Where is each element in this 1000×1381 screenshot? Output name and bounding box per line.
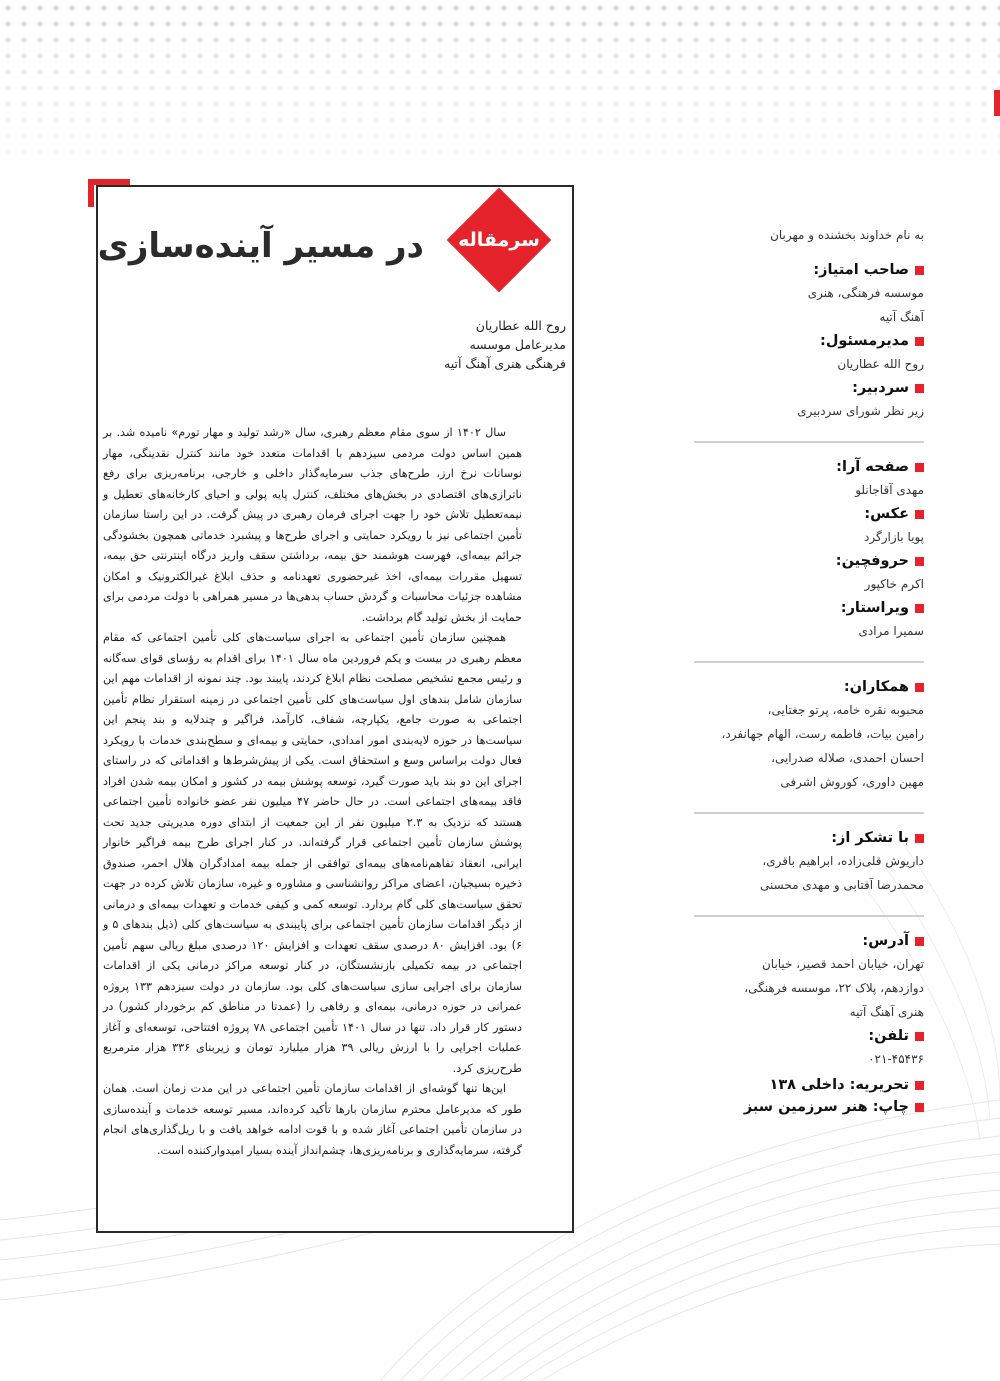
red-square-bullet-icon <box>915 266 924 275</box>
photo-name: پویا بازارگرد <box>864 530 924 544</box>
director-name: روح الله عطاریان <box>837 357 924 371</box>
copyeditor-name: سمیرا مرادی <box>858 624 924 638</box>
section-divider <box>694 915 924 917</box>
author-name: روح الله عطاریان <box>475 318 566 333</box>
page-edge-marker <box>994 90 1000 116</box>
red-square-bullet-icon <box>915 937 924 946</box>
layout-name: مهدی آقاجانلو <box>855 483 924 497</box>
dotted-background-pattern <box>0 0 1000 180</box>
address-line: تهران، خیابان احمد قصیر، خیابان <box>761 957 924 971</box>
address-heading: آدرس: <box>694 933 924 949</box>
editorial-extension: تحریریه: داخلی ۱۳۸ <box>694 1077 924 1093</box>
layout-heading: صفحه آرا: <box>694 459 924 475</box>
owner-line-1: موسسه فرهنگی، هنری <box>807 286 924 300</box>
red-square-bullet-icon <box>915 683 924 692</box>
collaborators-line: محبوبه نقره خامه، پرتو جغتایی، <box>767 703 924 717</box>
editorial-badge <box>447 188 551 292</box>
red-square-bullet-icon <box>915 384 924 393</box>
copyeditor-heading: ویراستار: <box>694 600 924 616</box>
director-heading: مدیرمسئول: <box>694 333 924 349</box>
article-title: در مسیر آینده‌سازی <box>97 226 424 266</box>
red-square-bullet-icon <box>915 1081 924 1090</box>
address-line: دوازدهم، پلاک ۲۲، موسسه فرهنگی، <box>744 981 924 995</box>
red-square-bullet-icon <box>915 1103 924 1112</box>
printer-credit: چاپ: هنر سرزمین سبز <box>694 1099 924 1115</box>
collaborators-line: رامین بیات، فاطمه رست، الهام جهانفرد، <box>721 727 924 741</box>
address-line: هنری آهنگ آتیه <box>849 1005 924 1019</box>
collaborators-heading: همکاران: <box>694 679 924 695</box>
badge-label: سرمقاله <box>458 229 540 251</box>
article-paragraph: سال ۱۴۰۲ از سوی مقام معظم رهبری، سال «رشد تولید و مهار تورم» نامیده شد. بر همین اساس دولت مردمی سیزدهم با اقدامات متعدد خود مانند کنترل نقدینگی، مهار نوسانات نرخ ارز، طرح‌های جذب سرمایه‌گذار داخلی و خارجی، برنامه‌ریزی برای رفع ناترازی‌های اقتصادی در بخش‌های مختلف، کنترل پایه پولی و احیای کارخانه‌های تعطیل و نیمه‌تعطیل تلاش خود را جهت اجرای فرمان رهبری در پیش گرفت. در این راستا سازمان تأمین اجتماعی نیز با رویکرد حمایتی و اجرای طرح‌ها و پیشبرد خدماتی همچون بخشودگی جرائم بیمه‌ای، فهرست هوشمند حق بیمه، برداشتن سقف واریز درگاه اینترنتی حق بیمه، تسهیل مقررات بیمه‌ای، اخذ غیرحضوری تعهدنامه و حذف ابلاغ غیرالکترونیک و امکان مشاهده جزئیات محاسبات و گردش حساب بدهی‌ها در مسیر همراهی با دولت مردمی برای حمایت از بخش تولید گام برداشت. <box>103 426 522 624</box>
photo-heading: عکس: <box>694 506 924 522</box>
owner-heading: صاحب امتیاز: <box>694 262 924 278</box>
collaborators-line: مهین داوری، کوروش اشرفی <box>780 775 924 789</box>
red-square-bullet-icon <box>915 557 924 566</box>
author-role-line-1: مدیرعامل موسسه <box>469 337 566 352</box>
collaborators-line: احسان احمدی، صلاله صدرایی، <box>771 751 924 765</box>
typesetter-heading: حروفچین: <box>694 553 924 569</box>
thanks-line: محمدرضا آفتابی و مهدی محسنی <box>760 878 924 892</box>
red-square-bullet-icon <box>915 463 924 472</box>
thanks-heading: با تشکر از: <box>694 830 924 846</box>
thanks-line: داریوش قلی‌زاده، ابراهیم باقری، <box>762 854 924 868</box>
section-divider <box>694 661 924 663</box>
typesetter-name: اکرم خاکپور <box>864 577 924 591</box>
section-divider <box>694 441 924 443</box>
article-paragraph: این‌ها تنها گوشه‌ای از اقدامات سازمان تأمین اجتماعی در این مدت زمان است. همان طور که مدیرعامل محترم سازمان بارها تأکید کرده‌اند، مسیر توسعه خدمات و آینده‌سازی در سازمان تأمین اجتماعی آغاز شده و با قوت ادامه خواهد یافت و با ریل‌گذاری‌های انجام گرفته، سرمایه‌گذاری و برنامه‌ریزی‌ها، چشم‌انداز آینده بسیار امیدوارکننده است. <box>103 1082 522 1157</box>
red-square-bullet-icon <box>915 510 924 519</box>
chief-editor-heading: سردبیر: <box>694 380 924 396</box>
red-square-bullet-icon <box>915 337 924 346</box>
red-square-bullet-icon <box>915 604 924 613</box>
section-divider <box>694 812 924 814</box>
owner-line-2: آهنگ آتیه <box>879 310 924 324</box>
author-role-line-2: فرهنگی هنری آهنگ آتیه <box>444 356 566 371</box>
dedication-line: به نام خداوند بخشنده و مهربان <box>770 228 924 242</box>
article-paragraph: همچنین سازمان تأمین اجتماعی به اجرای سیاست‌های کلی تأمین اجتماعی که مقام معظم رهبری در بیست و یکم فروردین ماه سال ۱۴۰۱ برای اقدام به رؤسای قوای سه‌گانه و رئیس مجمع تشخیص مصلحت نظام ابلاغ کردند، پایبند بود. چند نمونه از اقدامات مهم این سازمان شامل بندهای اول سیاست‌های کلی تأمین اجتماعی در زمینه استقرار نظام تأمین اجتماعی به صورت جامع، یکپارچه، شفاف، کارآمد، فراگیر و چندلایه و بند پنجم این سیاست‌ها در حوزه لایه‌بندی امور امدادی، حمایتی و بیمه‌ای و سطح‌بندی خدمات با رویکرد فعال دولت براساس وسع و استحقاق است. یکی از پیش‌شرط‌ها و اقداماتی که در راستای اجرای این دو بند باید صورت گیرد، توسعه پوشش بیمه در کشور و امکان بیمه شدن افراد فاقد بیمه‌های اجتماعی است. در حال حاضر ۴۷ میلیون نفر عضو خانواده تأمین اجتماعی هستند که نزدیک به ۲.۳ میلیون نفر از این جمعیت از ابتدای دوره مدیریتی جدید تحت پوشش سازمان تأمین اجتماعی قرار گرفته‌اند. در کنار اجرای طرح بیمه فراگیر خانوار ایرانی، انعقاد تفاهم‌نامه‌های بیمه‌ای توافقی از جمله بیمه امدادگران هلال احمر، صندوق ذخیره بسیجیان، اعضای مراکز روانشناسی و مشاوره و غیره، سازمان تلاش کرده در جهت تحقق سیاست‌های کلی گام بردارد. توسعه کمی و کیفی خدمات و تعهدات بیمه‌ای و درمانی از دیگر اقدامات سازمان تأمین اجتماعی برای پایبندی به سیاست‌های کلی (ذیل بندهای ۵ و ۶) بود. افزایش ۸۰ درصدی سقف تعهدات و افزایش ۱۲۰ درصدی مبلغ ریالی سهم تأمین اجتماعی در بیمه تکمیلی بازنشستگان، در کنار توسعه مراکز درمانی یکی از اقدامات سازمان برای اجرایی سازی سیاست‌های کلی بود. سازمان در دولت سیزدهم ۱۳۳ پروژه عمرانی در حوزه درمانی، بیمه‌ای و رفاهی را (عمدتا در مناطق کم برخوردار کشور) در دستور کار قرار داد. تنها در سال ۱۴۰۱ تأمین اجتماعی ۷۸ پروژه افتتاحی، توسعه‌ای و آغاز عملیات اجرایی را با ارزش ریالی ۳۹ هزار میلیارد تومان و زیربنای ۳۳۶ هزار مترمربع طرح‌ریزی کرد. <box>103 631 523 1075</box>
chief-editor-value: زیر نظر شورای سردبیری <box>797 404 924 418</box>
phone-number: ۰۲۱-۴۵۴۳۶ <box>868 1052 924 1066</box>
article-body <box>103 423 522 1161</box>
frame-corner-accent <box>88 179 130 207</box>
phone-heading: تلفن: <box>694 1028 924 1044</box>
masthead-sidebar <box>694 228 924 1115</box>
red-square-bullet-icon <box>915 1032 924 1041</box>
author-byline <box>444 316 566 373</box>
red-square-bullet-icon <box>915 834 924 843</box>
